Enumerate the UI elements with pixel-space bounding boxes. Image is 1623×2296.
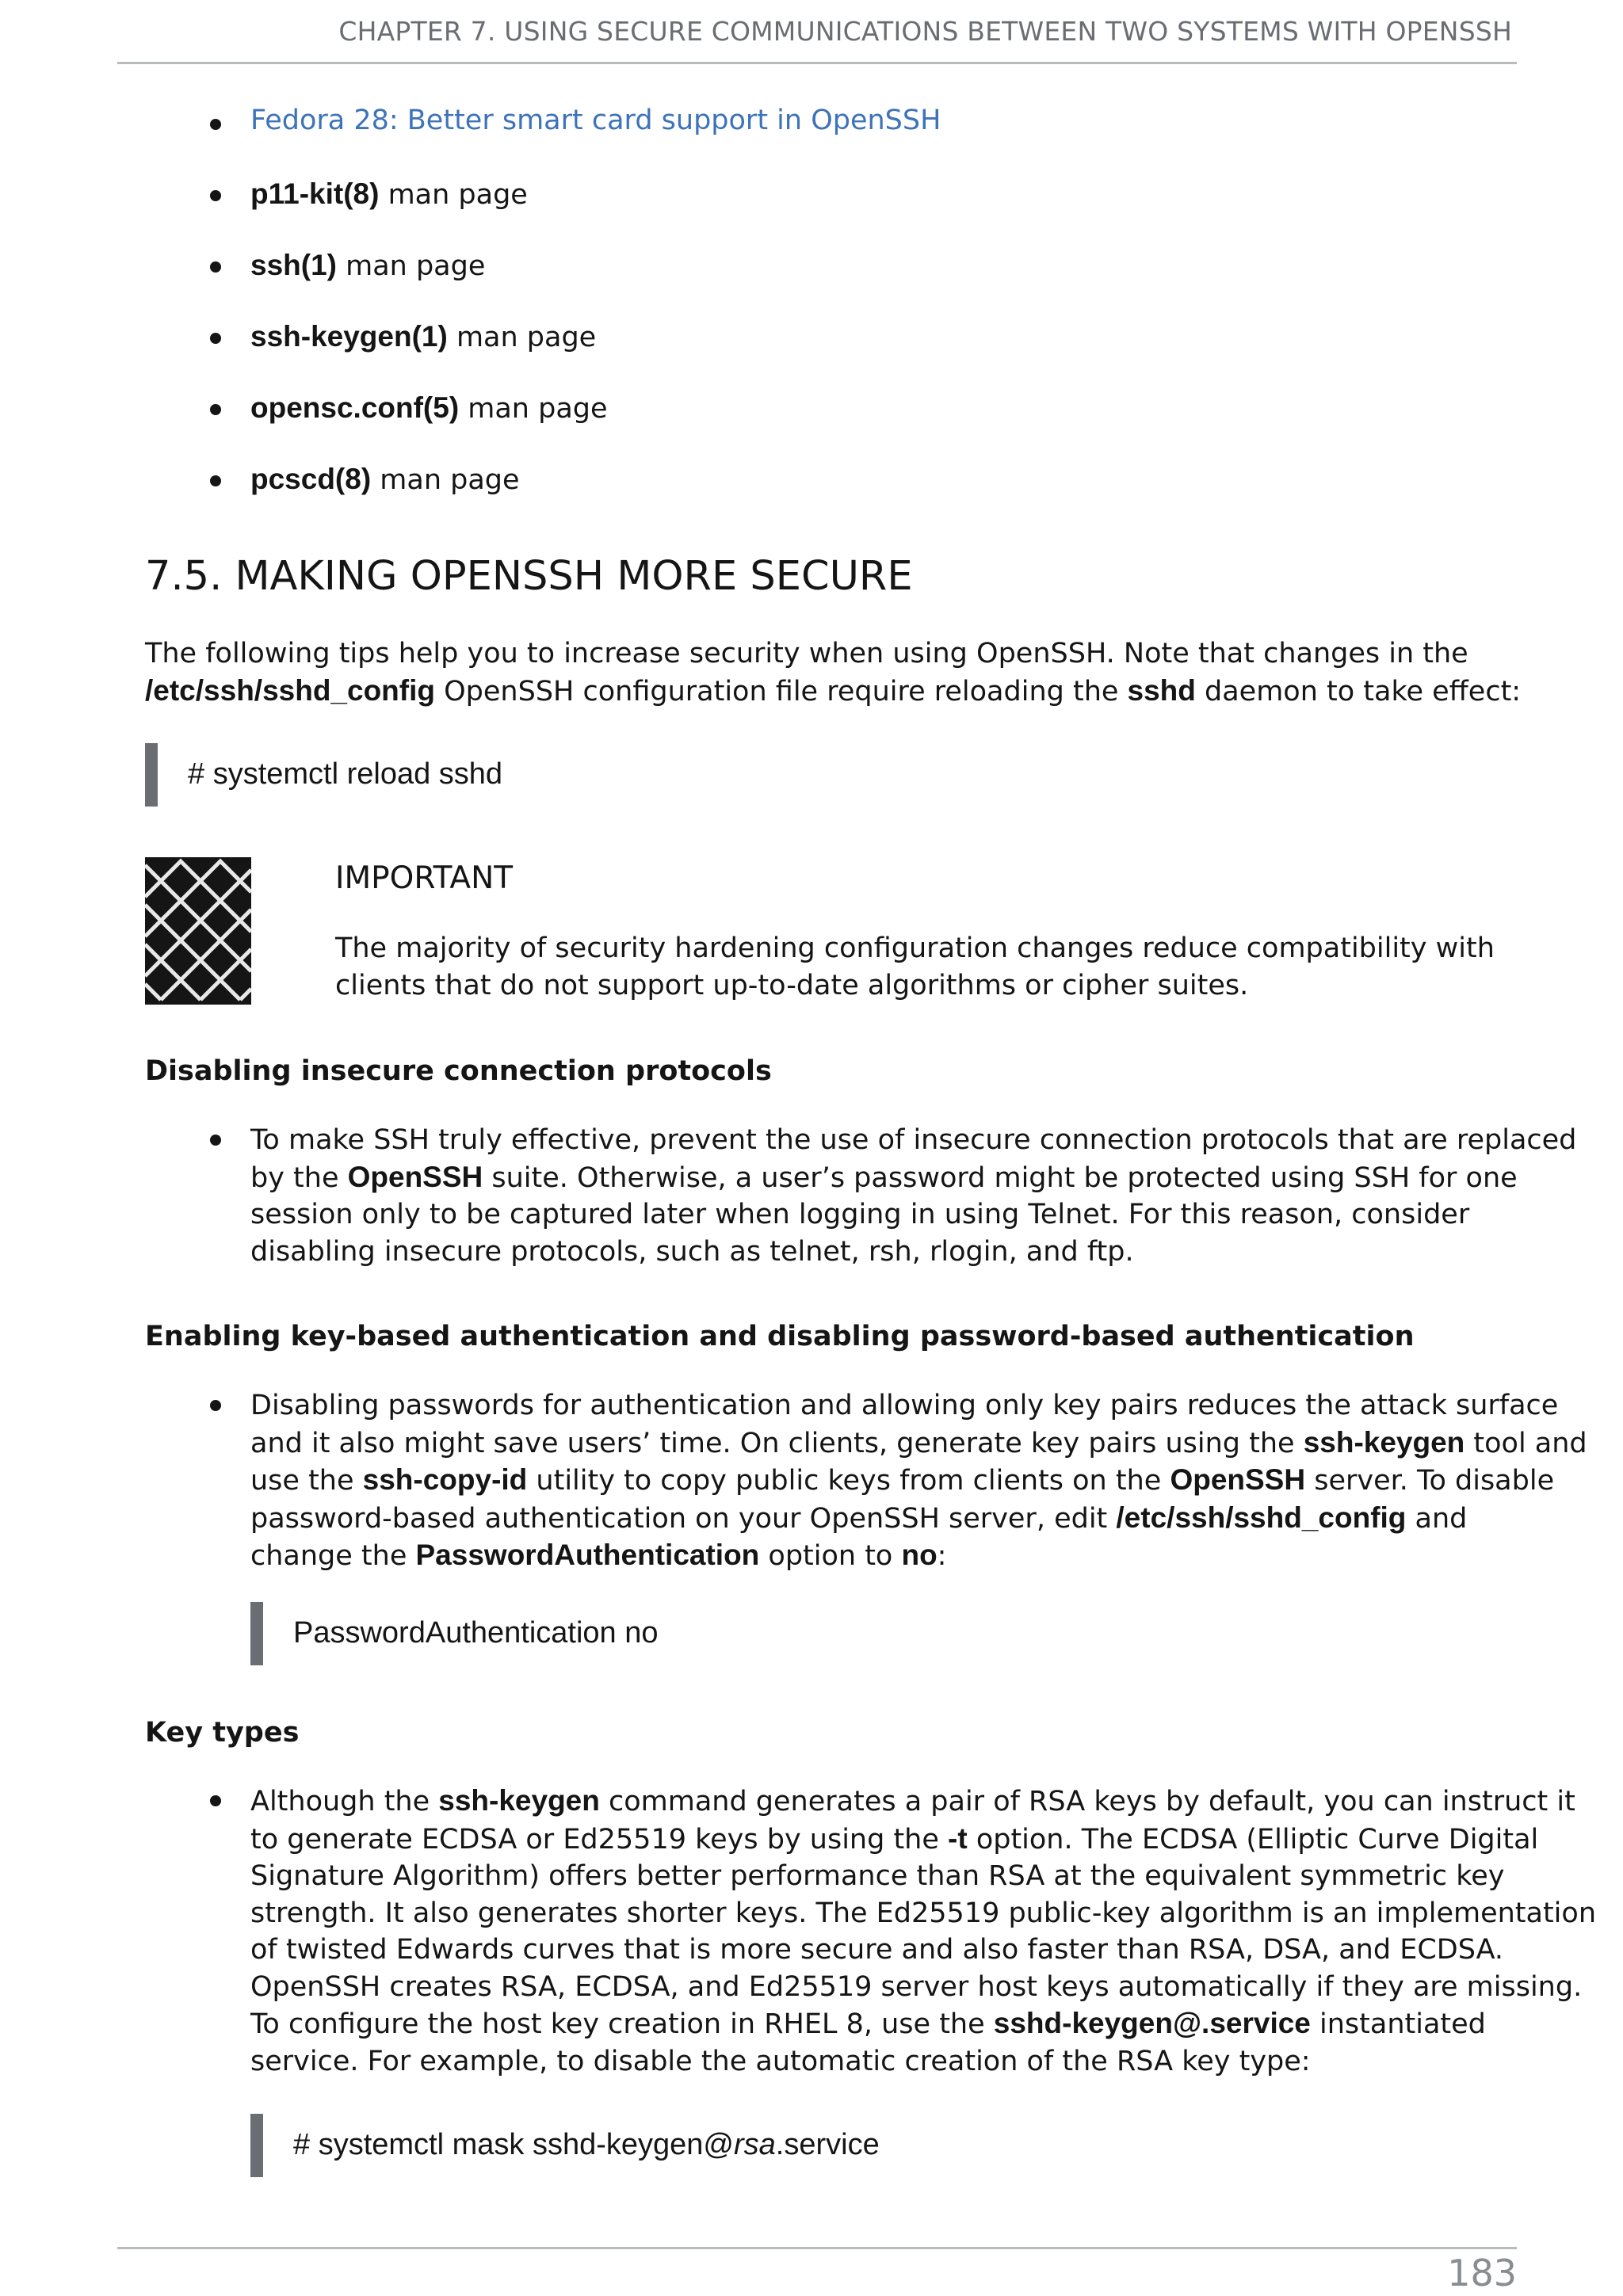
bullet-icon <box>210 333 221 344</box>
code-block-reload <box>145 743 1505 807</box>
config-path: /etc/ssh/sshd_config <box>145 673 435 707</box>
code-block-mask-rsa <box>250 2114 1505 2177</box>
man-page-suffix: man page <box>379 179 528 211</box>
man-page-command: ssh(1) <box>250 249 337 281</box>
bullet-icon <box>210 1400 221 1411</box>
bullet-icon <box>210 261 221 273</box>
man-page-suffix: man page <box>336 250 486 282</box>
insecure-protocols-heading: Disabling insecure connection protocols <box>145 1055 772 1087</box>
man-page-suffix: man page <box>371 464 520 496</box>
fedora-smart-card-link[interactable]: Fedora 28: Better smart card support in OpenSSH <box>250 105 941 136</box>
important-body: The majority of security hardening configuration changes reduce compatibility with clients that do not support up-to-date algorithms or cipher suites. <box>335 933 1495 1001</box>
bullet-icon <box>210 1135 221 1146</box>
man-page-command: pcscd(8) <box>250 463 372 495</box>
code-text[interactable]: # systemctl mask sshd-keygen@rsa.service <box>293 2128 880 2161</box>
section-heading: 7.5. MAKING OPENSSH MORE SECURE <box>145 553 913 600</box>
key-auth-heading: Enabling key-based authentication and disabling password-based authentication <box>145 1321 1415 1352</box>
code-text[interactable]: # systemctl reload sshd <box>188 757 503 791</box>
bullet-icon <box>210 404 221 415</box>
bullet-icon <box>210 119 221 130</box>
chapter-running-header: CHAPTER 7. USING SECURE COMMUNICATIONS BETWEEN TWO SYSTEMS WITH OPENSSH <box>338 16 1512 47</box>
man-page-suffix: man page <box>459 393 608 425</box>
important-icon <box>145 857 251 1005</box>
page-number: 183 <box>1447 2252 1517 2294</box>
bullet-icon <box>210 1795 221 1806</box>
intro-paragraph: The following tips help you to increase security when using OpenSSH. Note that changes in the /etc/ssh/sshd_config OpenSSH configuration file require reloading the sshd daemon to take effect: <box>145 638 1522 707</box>
key-auth-item: Disabling passwords for authentication and allowing only key pairs reduces the attack surface and it also might save users’ time. On clients, generate key pairs using the ssh-keygen tool and use the ssh-copy-id utility to copy public keys from clients on the OpenSSH server. To disable password-based authentication on your OpenSSH server, edit /etc/ssh/sshd_config and change the PasswordAuthentication option to no: <box>250 1390 1587 1572</box>
man-page-command: ssh-keygen(1) <box>250 320 448 353</box>
bullet-icon <box>210 190 221 201</box>
footer-rule <box>117 2247 1517 2249</box>
code-block-password-auth <box>250 1602 1505 1665</box>
man-page-command: p11-kit(8) <box>250 177 380 210</box>
man-page-command: opensc.conf(5) <box>250 391 460 424</box>
important-title: IMPORTANT <box>335 860 514 896</box>
bullet-icon <box>210 475 221 486</box>
key-types-item: Although the ssh-keygen command generates a pair of RSA keys by default, you can instruct it to generate ECDSA or Ed25519 keys by using the -t option. The ECDSA (Elliptic Curve Digital Signature Algorithm) offers better performance than RSA at the equivalent symmetric key strength. It also generates shorter keys. The Ed25519 public-key algorithm is an implementation of twisted Edwards curves that is more secure and also faster than RSA, DSA, and ECDSA. OpenSSH creates RSA, ECDSA, and Ed25519 server host keys automatically if they are missing. To configure the host key creation in RHEL 8, use the sshd-keygen@.service instantiated service. For example, to disable the automatic creation of the RSA key type: <box>250 1784 1596 2077</box>
header-rule <box>117 62 1517 64</box>
daemon-name: sshd <box>1127 673 1196 707</box>
man-page-suffix: man page <box>447 322 597 353</box>
code-text[interactable]: PasswordAuthentication no <box>293 1616 659 1650</box>
key-types-heading: Key types <box>145 1717 300 1749</box>
insecure-protocols-item: To make SSH truly effective, prevent the use of insecure connection protocols that are replaced by the OpenSSH suite. Otherwise, a user’s password might be protected using SSH for one session only to be captured later when logging in using Telnet. For this reason, consider disabling insecure protocols, such as telnet, rsh, rlogin, and ftp. <box>250 1124 1577 1268</box>
